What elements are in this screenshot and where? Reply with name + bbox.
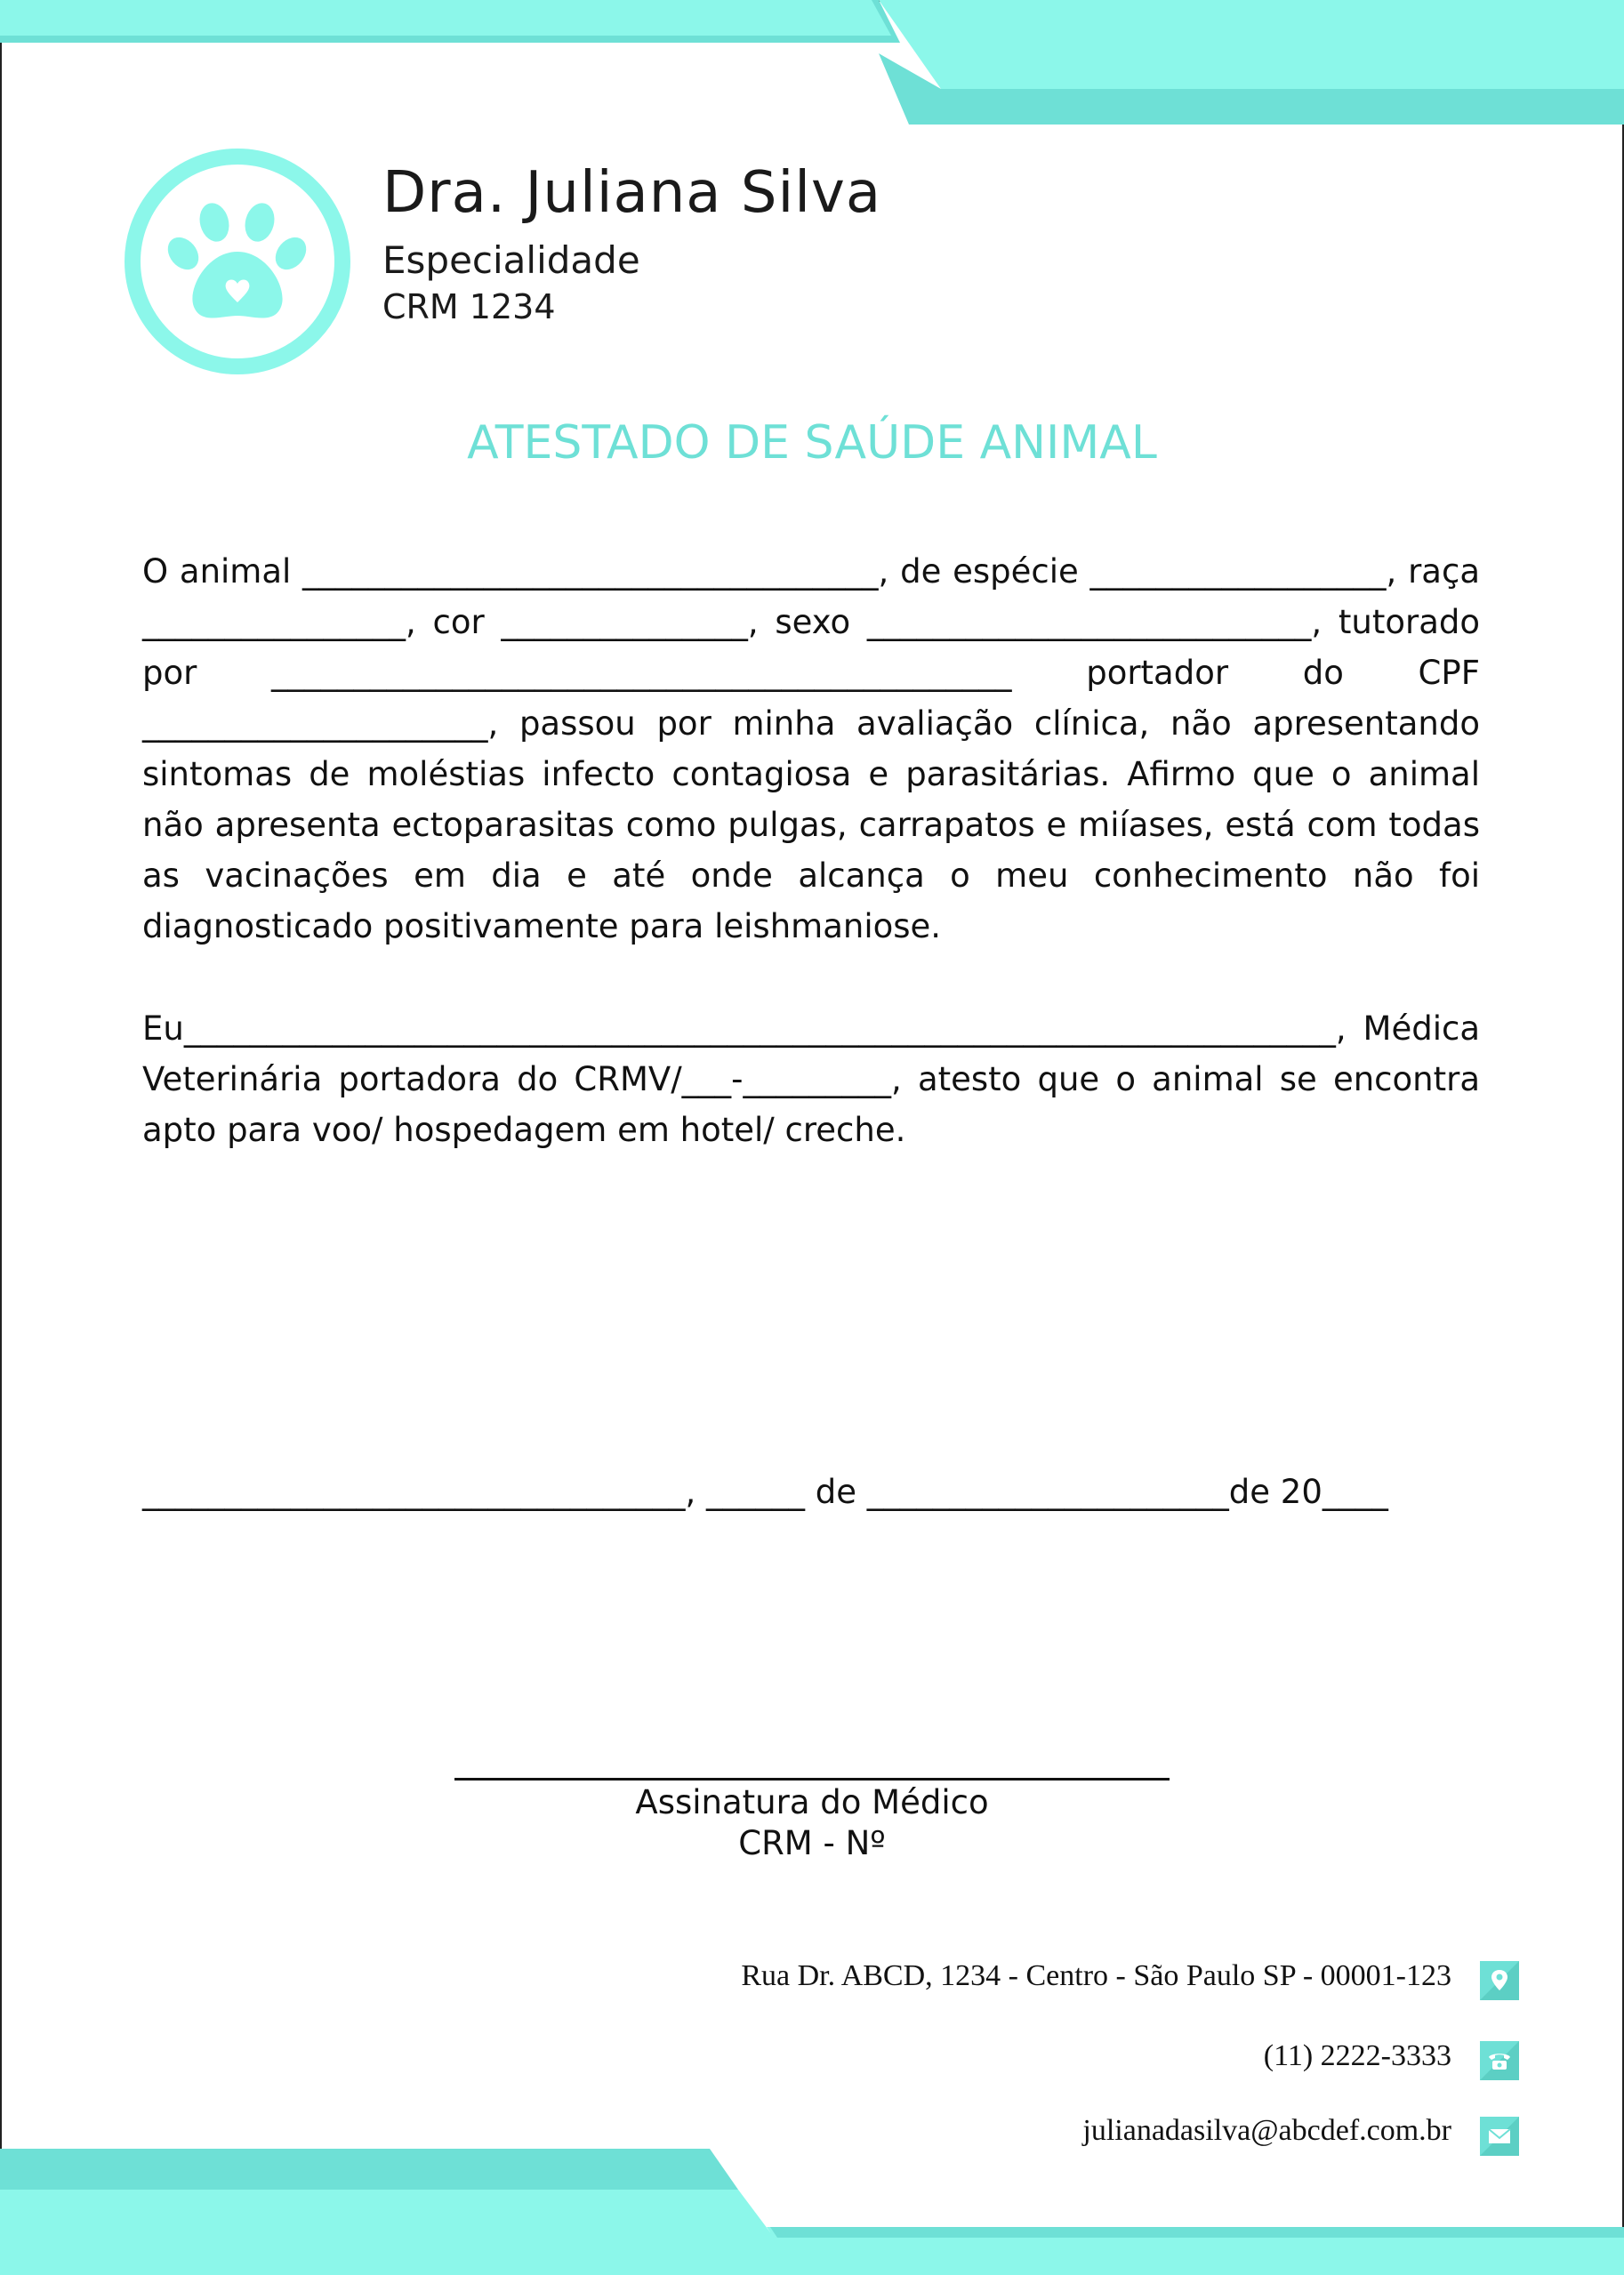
date-fill-line: _________________________________, ______ de ______________________de 20____ xyxy=(142,1473,1388,1511)
signature-label: Assinatura do Médico xyxy=(635,1783,989,1821)
signature-crm: CRM - Nº xyxy=(738,1824,886,1862)
bottom-band-strip-dark xyxy=(770,2227,1624,2238)
doctor-specialty: Especialidade xyxy=(382,238,640,282)
doctor-crm: CRM 1234 xyxy=(382,287,556,326)
phone-icon xyxy=(1480,2041,1519,2080)
contact-phone: (11) 2222-3333 xyxy=(1263,2039,1451,2072)
certificate-paragraph-1: O animal ___________________________________, de espécie __________________, raça ________________, cor _______________, sexo ___________________________, tutorado por _____________________________________________ portador do CPF _____________________, passou por minha avaliação clínica, não apresentando sintomas de moléstias infecto contagiosa e parasitárias. Afirmo que o animal não apresenta ectoparasitas como pulgas, carrapatos e miíases, está com todas as vacinações em dia e até onde alcança o meu conhecimento não foi diagnosticado positivamente para leishmaniose. xyxy=(142,552,1480,945)
signature-block xyxy=(0,1782,1624,1864)
envelope-icon xyxy=(1480,2117,1519,2156)
doctor-name: Dra. Juliana Silva xyxy=(382,160,882,226)
location-pin-icon xyxy=(1480,1961,1519,2000)
contact-email: julianadasilva@abcdef.com.br xyxy=(1082,2114,1451,2147)
certificate-paragraph-2: Eu______________________________________________________________________, Médica Veterinária portadora do CRMV/___-_________, atesto que o animal se encontra apto para voo/ hospedagem em hotel/ creche. xyxy=(142,1009,1480,1149)
contact-address: Rua Dr. ABCD, 1234 - Centro - São Paulo SP - 00001-123 xyxy=(741,1959,1451,1992)
signature-line xyxy=(454,1778,1170,1781)
paw-icon xyxy=(123,147,352,376)
bottom-band-dark xyxy=(0,2149,738,2190)
bottom-band-light xyxy=(0,2190,770,2232)
top-band-light xyxy=(879,0,1624,89)
top-band-strip-light xyxy=(0,0,891,36)
document-title: ATESTADO DE SAÚDE ANIMAL xyxy=(467,416,1157,470)
